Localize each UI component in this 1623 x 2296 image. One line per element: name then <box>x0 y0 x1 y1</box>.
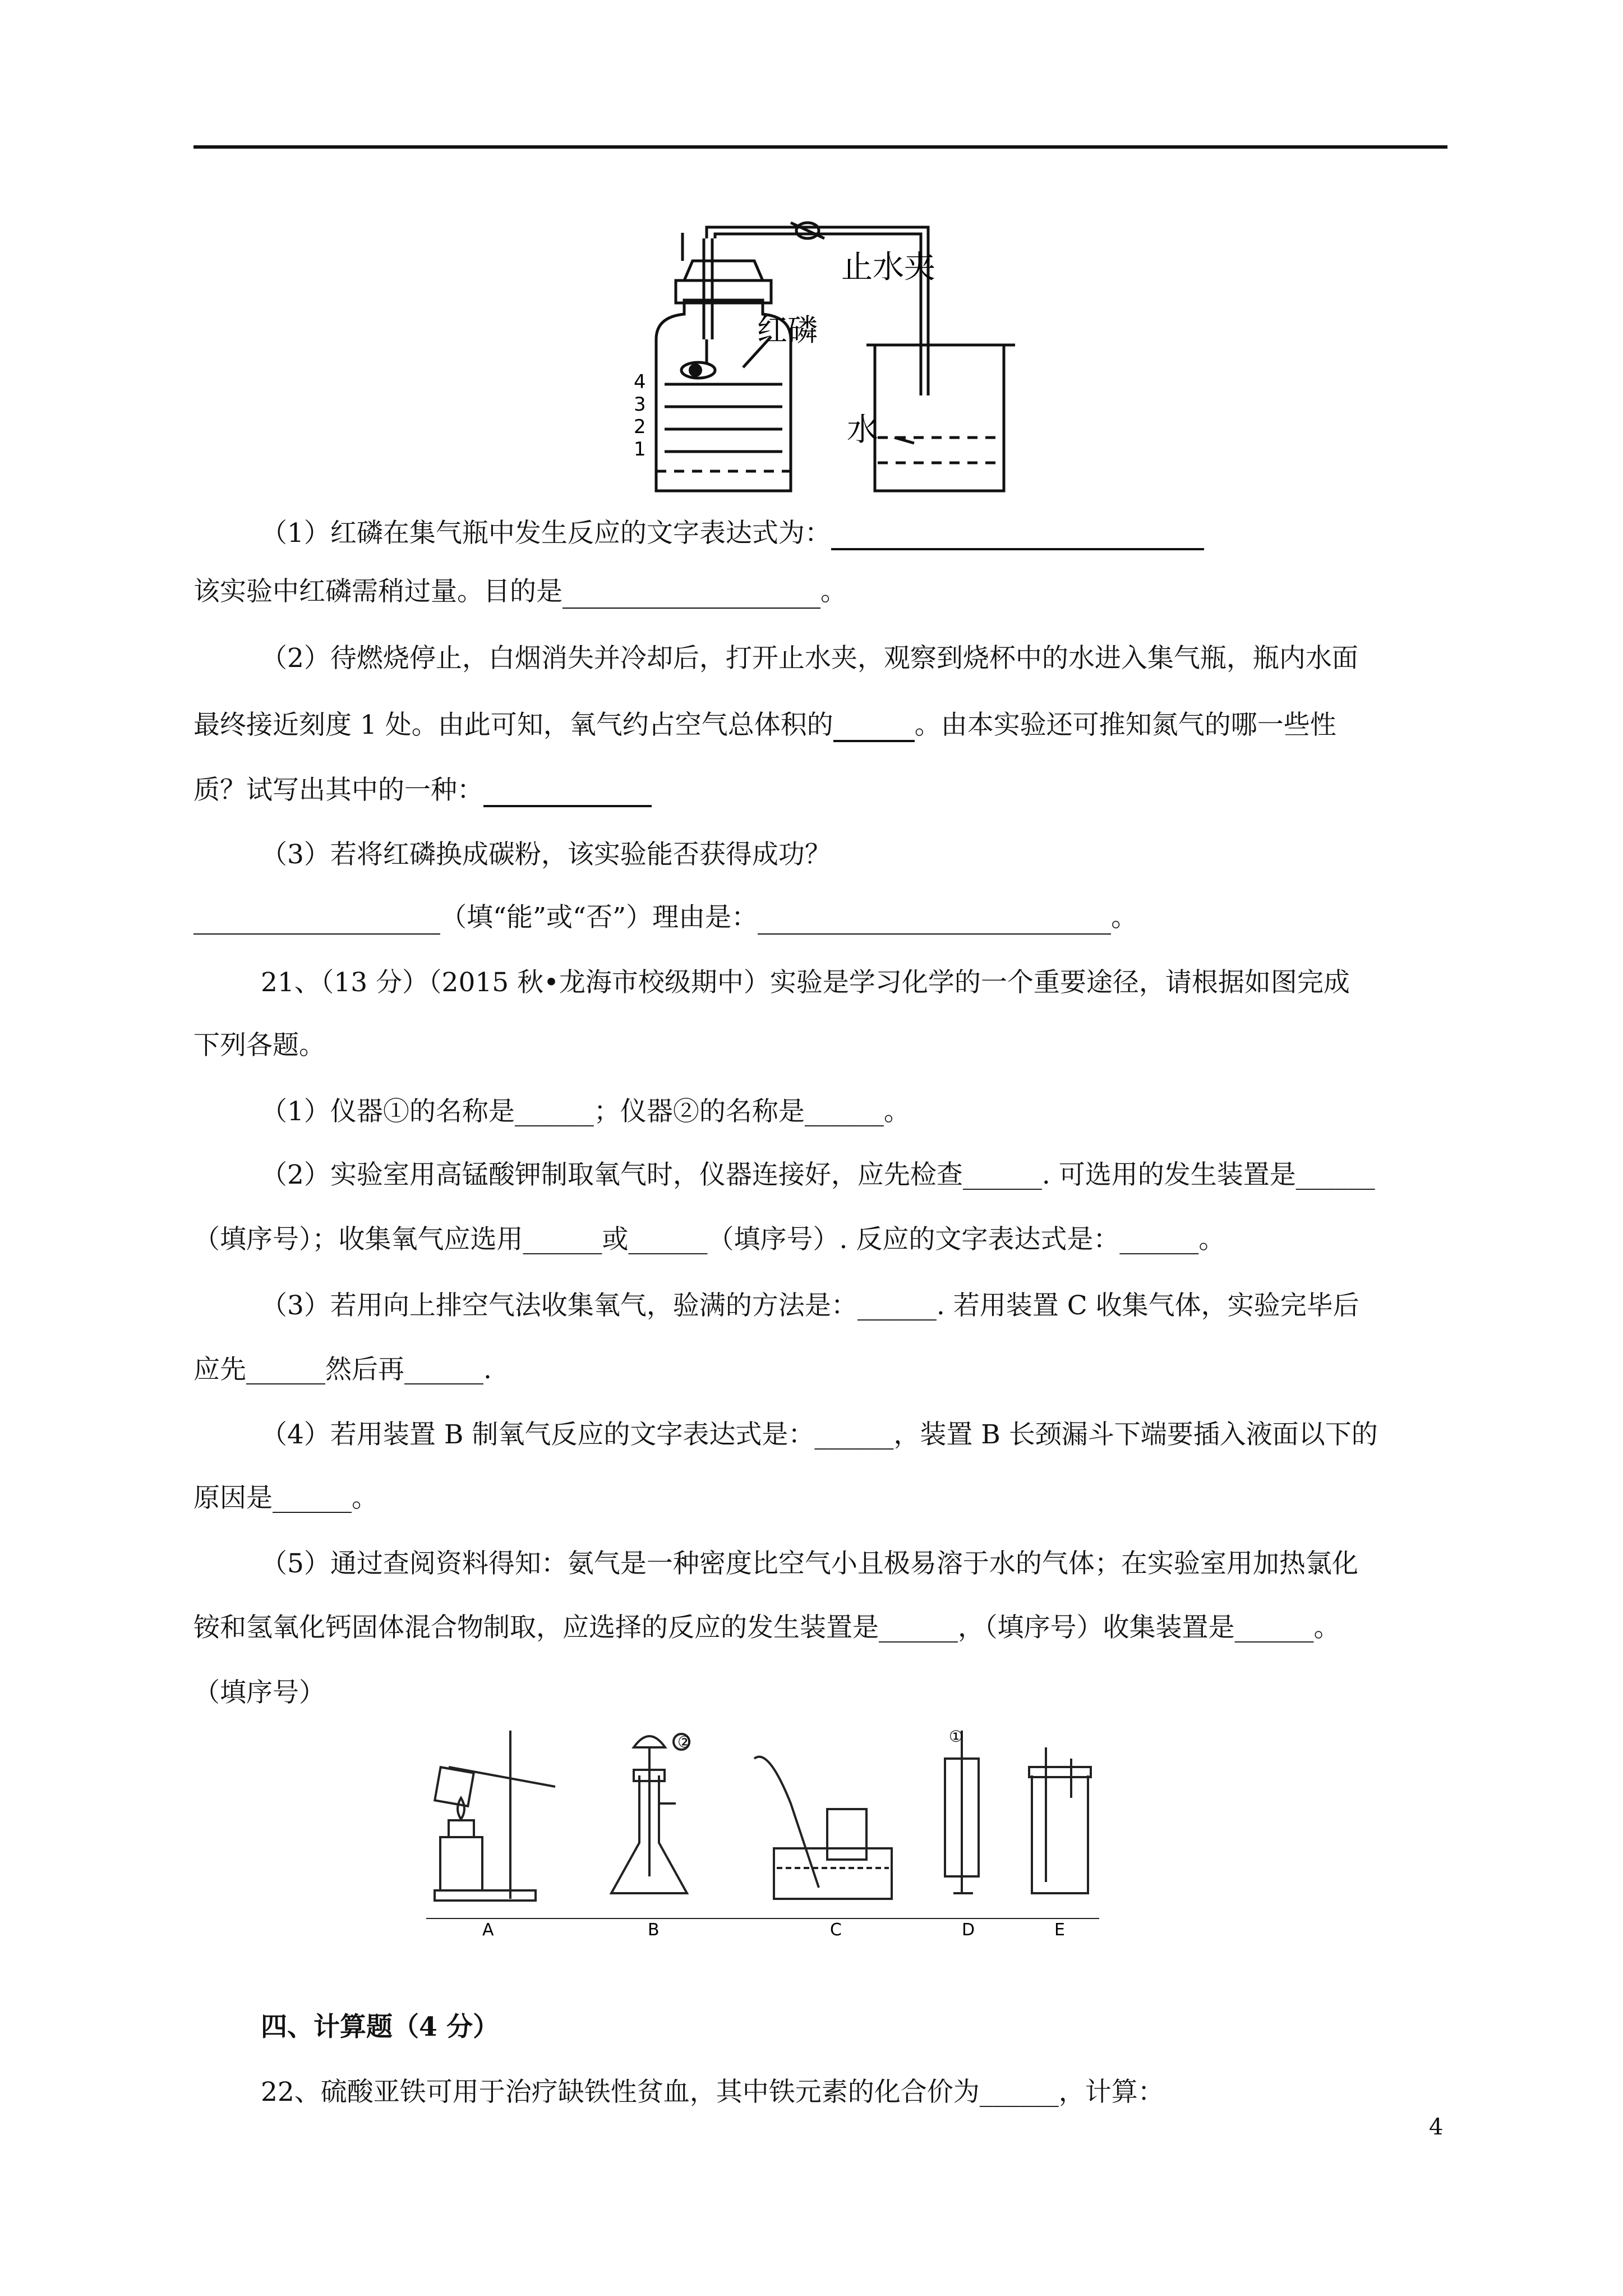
q20-part2b: 最终接近刻度 1 处。由此可知，氧气约占空气总体积的 。由本实验还可推知氮气的哪一些性 <box>193 708 1336 742</box>
answer-blank[interactable] <box>833 711 915 742</box>
q20-part1b: 该实验中红磷需稍过量。目的是 。 <box>193 575 847 609</box>
gas-apparatus-figure <box>426 1725 1099 1938</box>
q21-part1: （1）仪器①的名称是______；仪器②的名称是______。 <box>261 1096 910 1127</box>
label-phosphorus: 红磷 <box>757 312 818 348</box>
q21-part4: （4）若用装置 B 制氧气反应的文字表达式是：______，装置 B 长颈漏斗下端要插入液面以下的 <box>261 1419 1378 1450</box>
q21-intro: 21、（13 分）（2015 秋•龙海市校级期中）实验是学习化学的一个重要途径，请根据如图完成 <box>261 967 1350 998</box>
q20-part2c: 质？试写出其中的一种： <box>193 774 652 807</box>
answer-blank[interactable] <box>831 519 1204 550</box>
q21-intro-cont: 下列各题。 <box>193 1030 325 1061</box>
answer-blank[interactable] <box>758 904 1111 935</box>
label-b: B <box>648 1920 660 1938</box>
q20-part3b: （填“能”或“否”）理由是： 。 <box>193 901 1137 935</box>
q21-part4b: 原因是______。 <box>193 1483 378 1513</box>
label-a: A <box>482 1920 494 1938</box>
scale-mark-2: 2 <box>634 416 646 438</box>
q20-part3: （3）若将红磷换成碳粉，该实验能否获得成功？ <box>261 839 831 870</box>
label-water: 水 <box>847 412 878 448</box>
answer-blank[interactable] <box>483 776 652 807</box>
q22-text: 22、硫酸亚铁可用于治疗缺铁性贫血，其中铁元素的化合价为______，计算： <box>261 2077 1164 2108</box>
label-clamp: 止水夹 <box>841 249 935 286</box>
q21-part2: （2）实验室用高锰酸钾制取氧气时，仪器连接好，应先检查______. 可选用的发生装置是______ <box>261 1159 1375 1190</box>
q21-part5c: （填序号） <box>193 1677 325 1708</box>
answer-blank[interactable] <box>562 578 820 609</box>
label-d: D <box>962 1920 975 1938</box>
q20-part1: （1）红磷在集气瓶中发生反应的文字表达式为： <box>261 517 1204 550</box>
mark-2: ② <box>677 1733 692 1751</box>
scale-mark-3: 3 <box>634 393 646 416</box>
q21-part3b: 应先______然后再______. <box>193 1354 492 1385</box>
answer-blank[interactable] <box>193 904 440 935</box>
page-number: 4 <box>1429 2114 1444 2140</box>
mark-1: ① <box>949 1727 963 1746</box>
header-rule <box>193 145 1447 149</box>
q21-part5: （5）通过查阅资料得知：氨气是一种密度比空气小且极易溶于水的气体；在实验室用加热氯化 <box>261 1548 1358 1579</box>
scale-mark-4: 4 <box>634 371 646 393</box>
q21-part5b: 铵和氢氧化钙固体混合物制取，应选择的反应的发生装置是______，（填序号）收集装置是______。 <box>193 1612 1340 1643</box>
q21-part2b: （填序号）；收集氧气应选用______或______（填序号）. 反应的文字表达式是：______。 <box>193 1224 1225 1255</box>
q20-part2: （2）待燃烧停止，白烟消失并冷却后，打开止水夹，观察到烧杯中的水进入集气瓶，瓶内水面 <box>261 643 1358 674</box>
label-c: C <box>830 1920 842 1938</box>
q21-part3: （3）若用向上排空气法收集氧气，验满的方法是：______. 若用装置 C 收集气体，实验完毕后 <box>261 1290 1359 1321</box>
label-e: E <box>1054 1920 1065 1938</box>
scale-mark-1: 1 <box>634 438 646 461</box>
section-heading: 四、计算题（4 分） <box>261 2012 500 2042</box>
phosphorus-apparatus-figure <box>623 216 1015 502</box>
